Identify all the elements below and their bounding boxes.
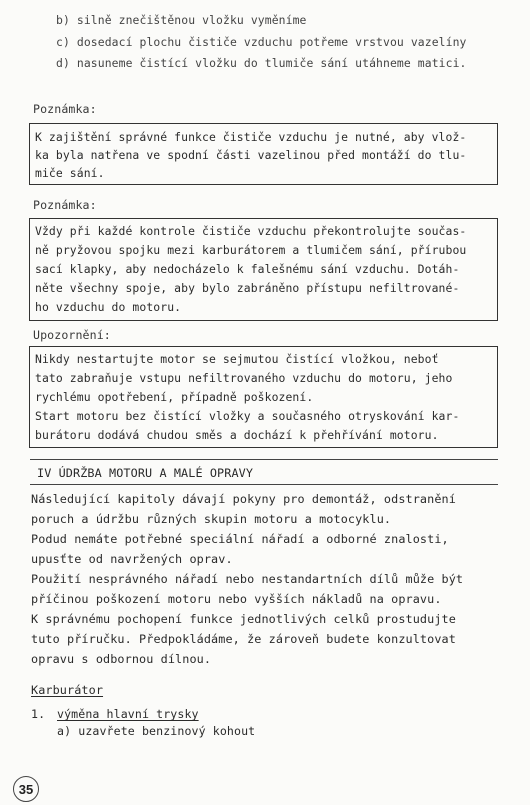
note2-line: Vždy při každé kontrole čističe vzduchu překontrolujte součas- [35,224,467,238]
warning-box [29,346,498,448]
note1-line: miče sání. [35,166,105,180]
note2-label: Poznámka: [33,198,97,212]
section-paragraph-line: poruch a údržbu různých skupin motoru a motocyklu. [31,512,392,526]
item-title: výměna hlavní trysky [57,707,199,721]
note2-line: něte všechny spoje, aby bylo zabráněno přístupu nefiltrované- [35,281,460,295]
section-paragraph-line: Použití nesprávného nářadí nebo nestandartních dílů může být [31,572,464,586]
warning-line: rychlému opotřebení, případně poškození. [35,390,314,404]
section-paragraph-line: příčinou poškození motoru nebo vyšších nákladů na opravu. [31,592,442,606]
section-paragraph-line: Podud nemáte potřebné speciální nářadí a odborné znalosti, [31,532,449,546]
note1-line: ka byla natřena ve spodní části vazelinou před montáží do tlu- [35,148,467,162]
section-rule-top [30,459,498,460]
note2-box [29,218,498,321]
item-number: 1. [31,707,46,721]
note1-line: K zajištění správné funkce čističe vzduchu je nutné, aby vlož- [35,130,467,144]
section-rule-bottom [30,484,498,485]
section-title: IV ÚDRŽBA MOTORU A MALÉ OPRAVY [37,466,254,480]
warning-line: burátoru dodává chudou směs a dochází k přehřívání motoru. [35,428,439,442]
section-paragraph-line: opravu s odbornou dílnou. [31,652,212,666]
instruction-line-b: b) silně znečištěnou vložku vyměníme [56,13,307,27]
section-paragraph-line: upusťte od navržených oprav. [31,552,233,566]
instruction-line-d: d) nasuneme čistící vložku do tlumiče sání utáhneme matici. [56,56,467,70]
instruction-line-c: c) dosedací plochu čističe vzduchu potřeme vrstvou vazelíny [56,35,467,49]
note1-label: Poznámka: [33,102,97,116]
note1-box [29,123,498,185]
note2-line: ho vzduchu do motoru. [35,300,182,314]
section-paragraph-line: Následující kapitoly dávají pokyny pro demontáž, odstranění [31,492,456,506]
note2-line: sací klapky, aby nedocházelo k falešnému sání vzduchu. Dotáh- [35,262,460,276]
warning-line: tato zabraňuje vstupu nefiltrovaného vzduchu do motoru, jeho [35,371,453,385]
section-paragraph-line: tuto příručku. Předpokládáme, že zároveň budete konzultovat [31,632,456,646]
warning-label: Upozornění: [33,328,111,342]
section-paragraph-line: K správnému pochopení funkce jednotlivých celků prostudujte [31,612,456,626]
warning-line: Start motoru bez čistící vložky a současného otryskování kar- [35,409,460,423]
subsection-heading: Karburátor [31,683,104,697]
item-step: a) uzavřete benzinový kohout [57,724,256,738]
warning-line: Nikdy nestartujte motor se sejmutou čistící vložkou, neboť [35,352,439,366]
page-number: 35 [13,776,39,802]
note2-line: ně pryžovou spojku mezi karburátorem a tlumičem sání, přírubou [35,243,467,257]
